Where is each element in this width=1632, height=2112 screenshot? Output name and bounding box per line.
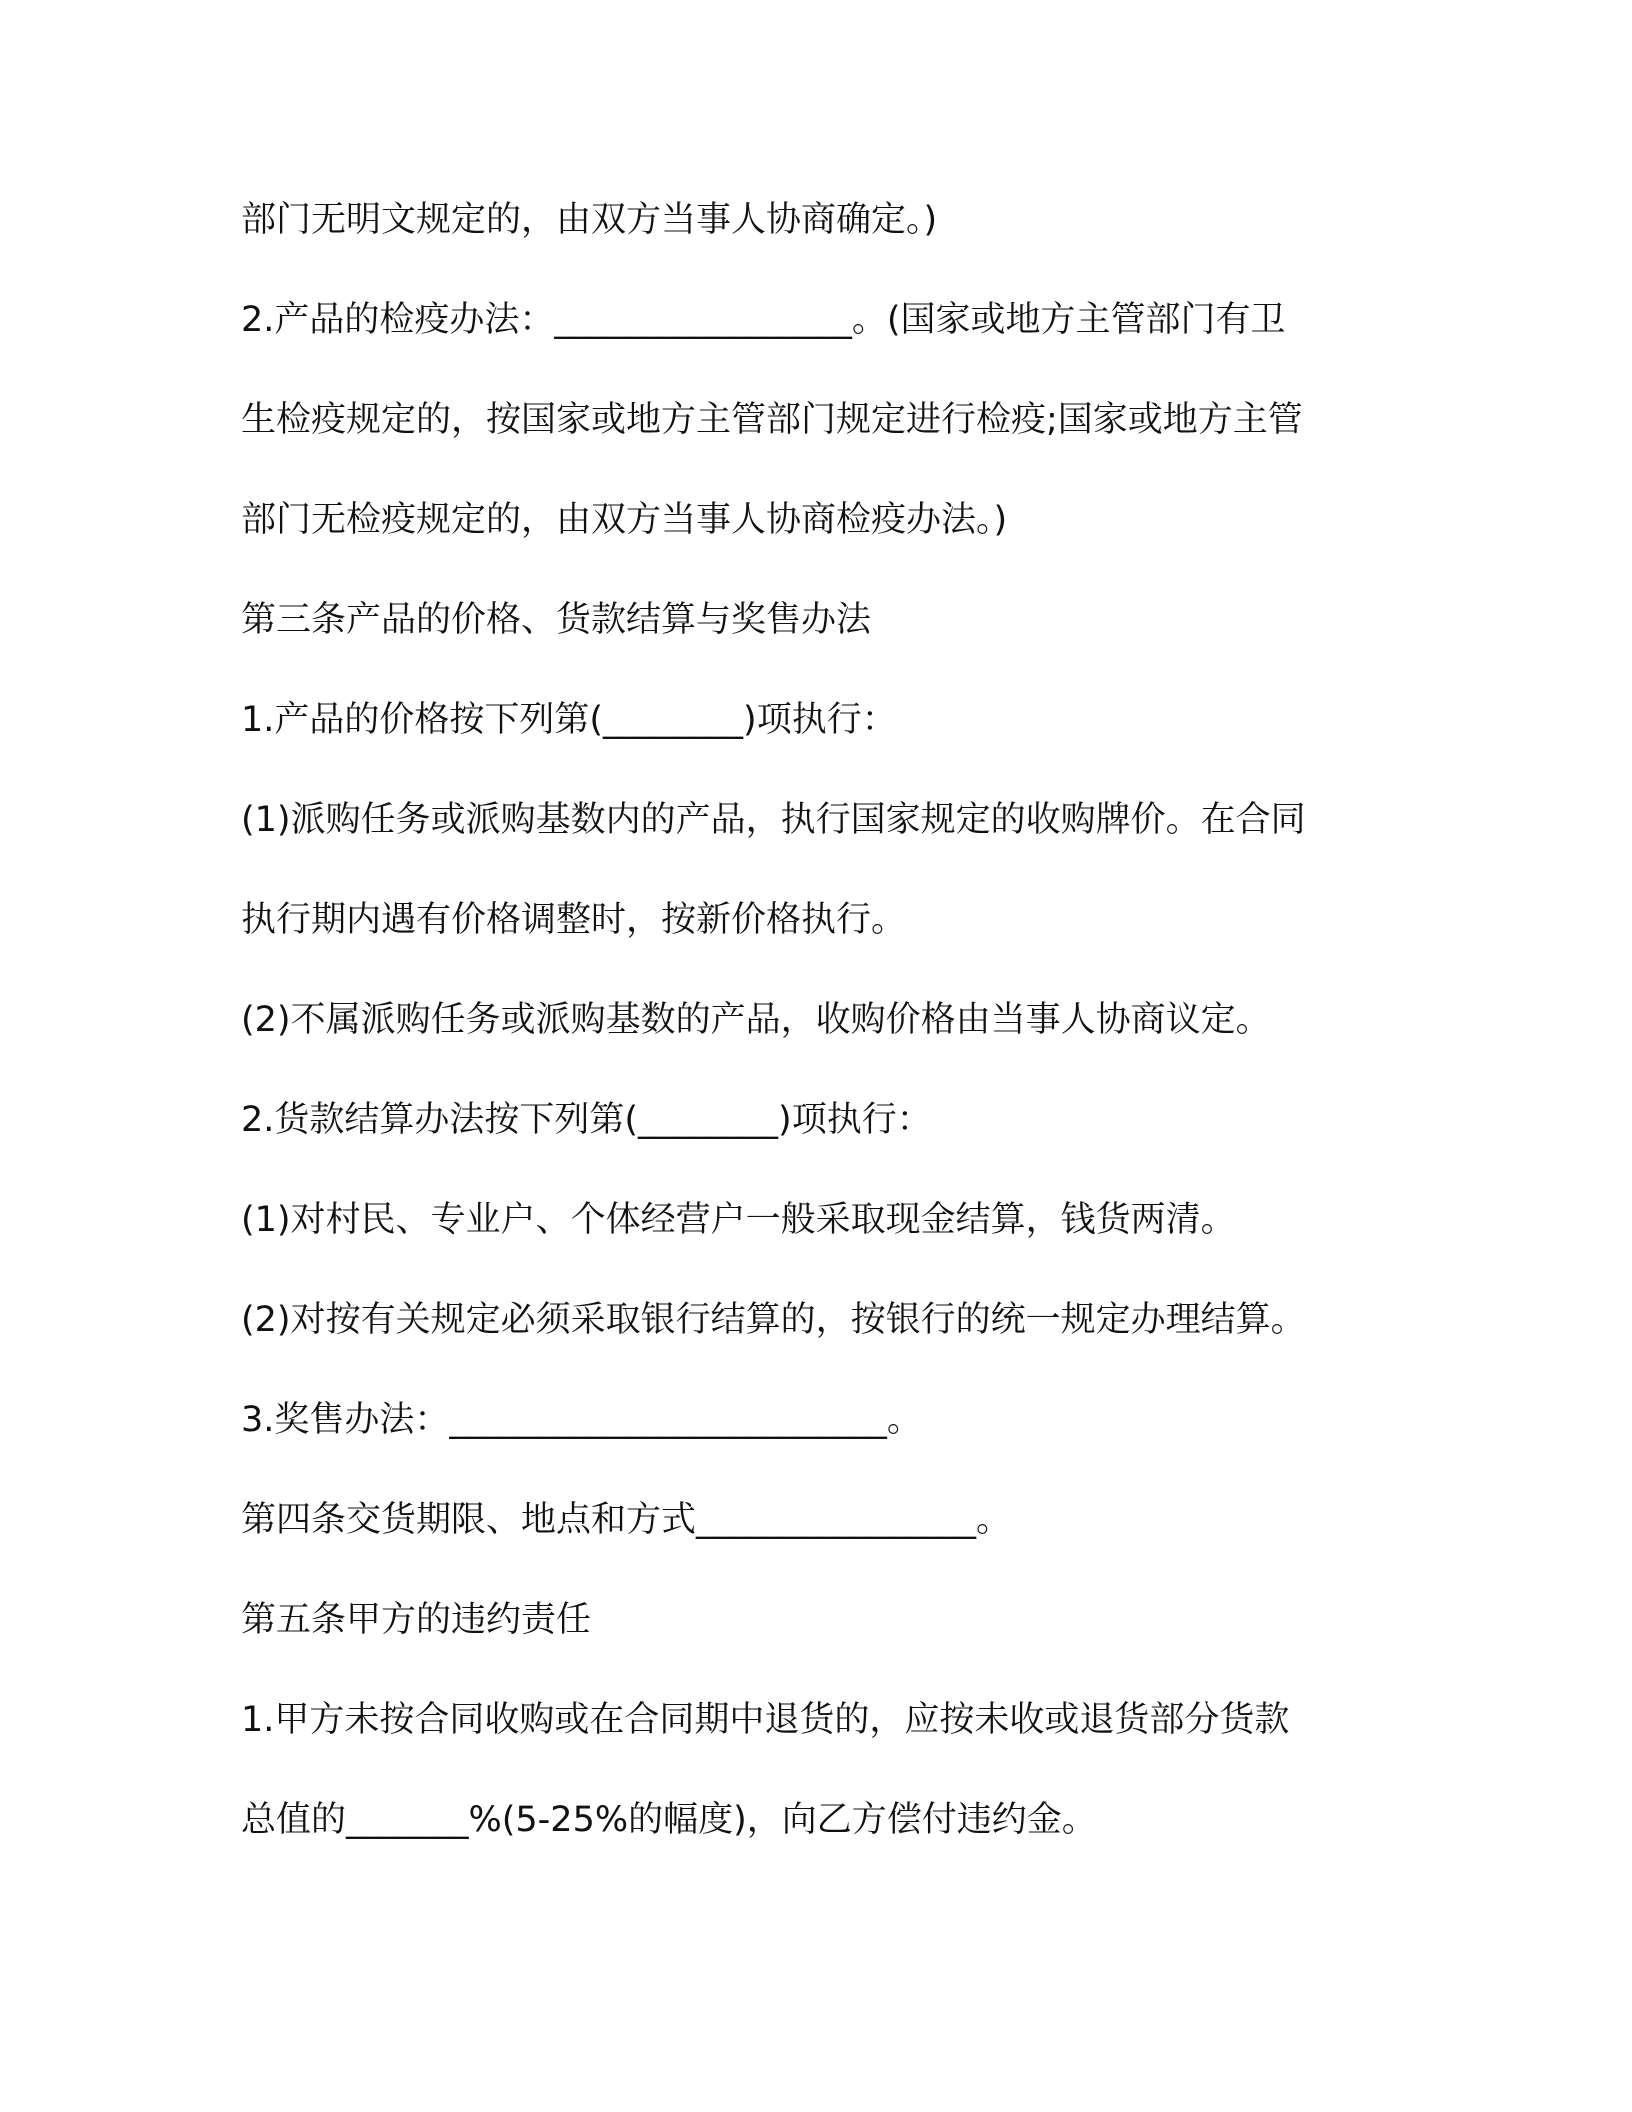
text-line: (1)派购任务或派购基数内的产品，执行国家规定的收购牌价。在合同 [241,800,1306,840]
text-line: (1)对村民、专业户、个体经营户一般采取现金结算，钱货两清。 [241,1200,1236,1240]
section-heading: 第三条产品的价格、货款结算与奖售办法 [241,600,872,640]
text-line: 1.产品的价格按下列第(________)项执行： [241,700,897,740]
text-line: (2)不属派购任务或派购基数的产品，收购价格由当事人协商议定。 [241,1000,1271,1040]
text-line: 总值的_______%(5-25%的幅度)，向乙方偿付违约金。 [241,1800,1097,1840]
section-heading: 第四条交货期限、地点和方式________________。 [241,1500,1012,1540]
text-line: 生检疫规定的，按国家或地方主管部门规定进行检疫;国家或地方主管 [241,400,1303,440]
text-line: 部门无检疫规定的，由双方当事人协商检疫办法。) [241,500,1008,540]
text-line: (2)对按有关规定必须采取银行结算的，按银行的统一规定办理结算。 [241,1300,1306,1340]
text-line: 2.产品的检疫办法：_________________。(国家或地方主管部门有卫 [241,300,1286,340]
text-line: 执行期内遇有价格调整时，按新价格执行。 [241,900,907,940]
text-line: 2.货款结算办法按下列第(________)项执行： [241,1100,932,1140]
text-line: 3.奖售办法：_________________________。 [241,1400,922,1440]
section-heading: 第五条甲方的违约责任 [241,1600,592,1640]
text-line: 部门无明文规定的，由双方当事人协商确定。) [241,200,938,240]
text-line: 1.甲方未按合同收购或在合同期中退货的，应按未收或退货部分货款 [241,1700,1290,1740]
